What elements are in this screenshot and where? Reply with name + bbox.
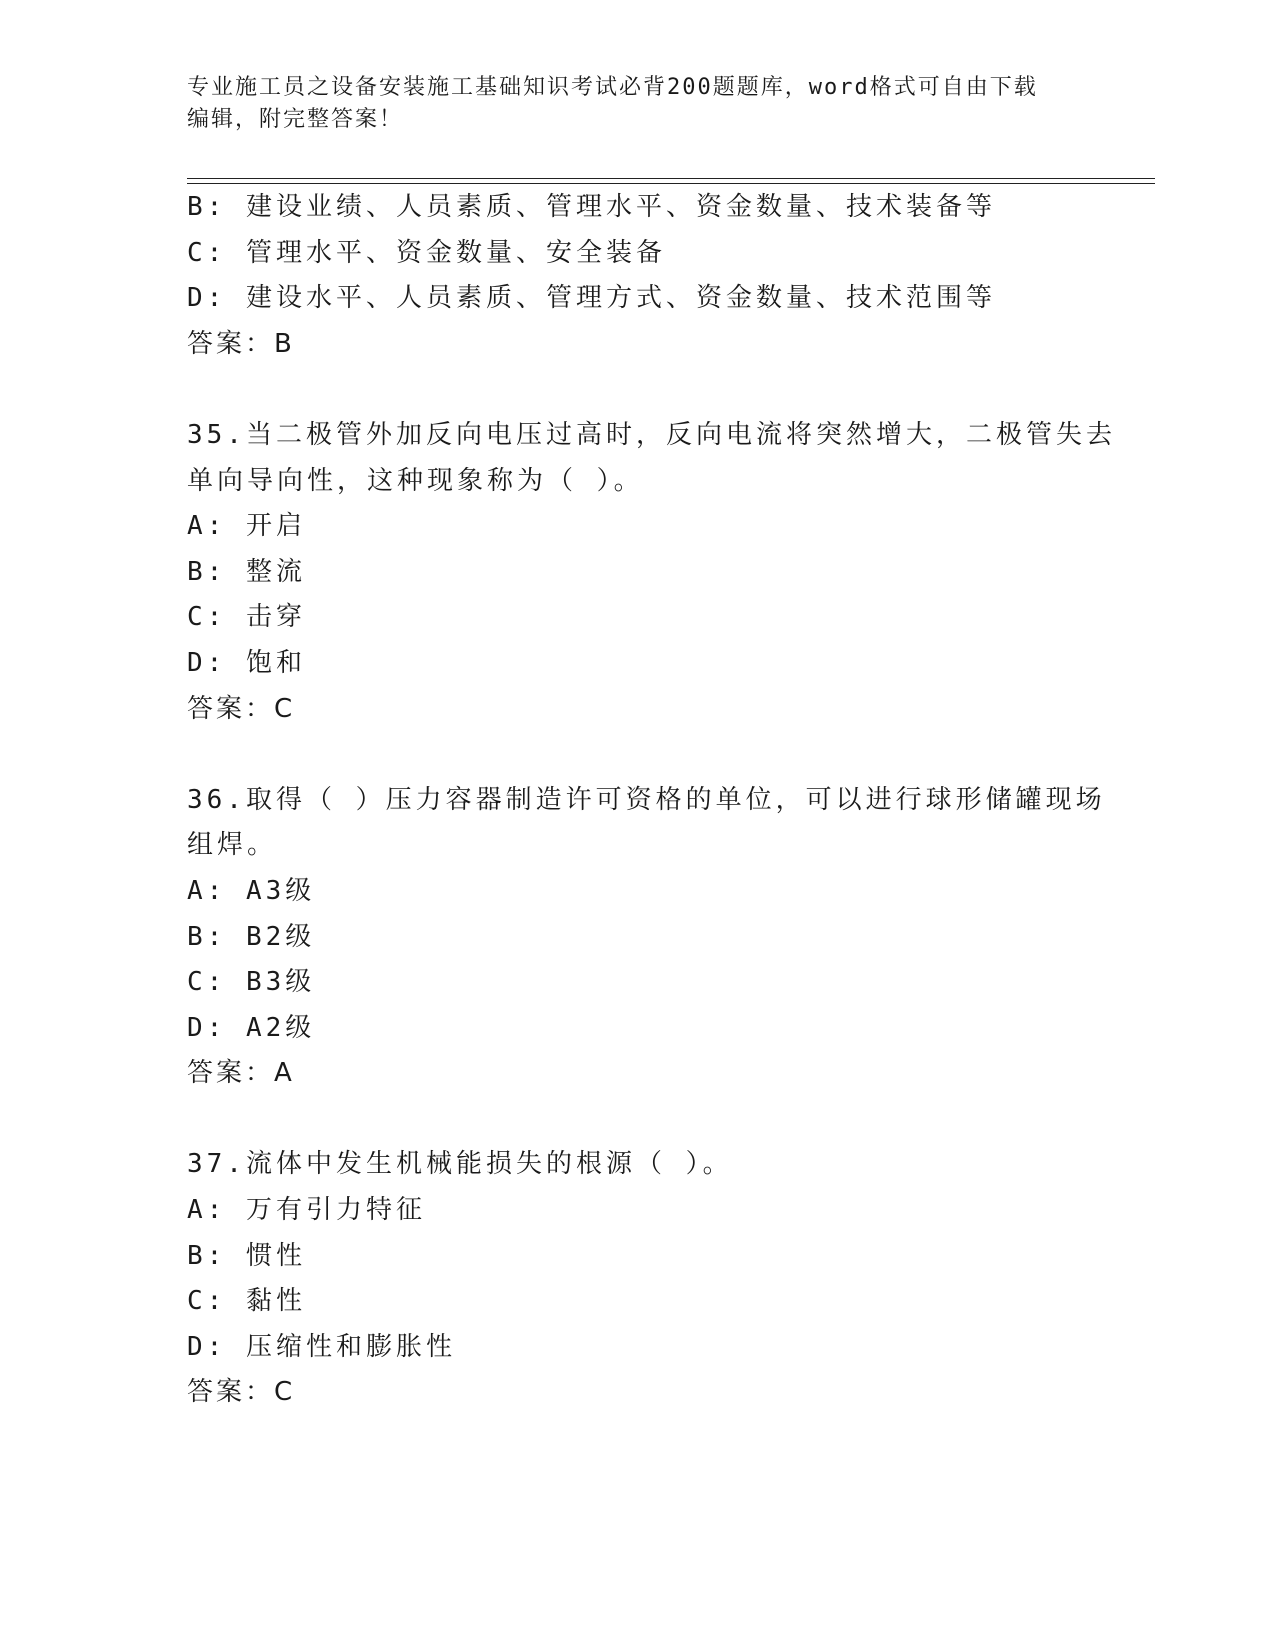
option-b: B: B2级 xyxy=(187,921,316,952)
answer: 答案：B xyxy=(187,328,295,359)
option-c: C: 管理水平、资金数量、安全装备 xyxy=(187,237,666,268)
header-divider-top xyxy=(187,178,1155,179)
question-list xyxy=(187,185,1116,1416)
header-divider-bottom xyxy=(187,183,1155,184)
option-d: D: 压缩性和膨胀性 xyxy=(187,1331,456,1362)
document-header xyxy=(187,72,1087,136)
question-stem: 36.取得（ ）压力容器制造许可资格的单位，可以进行球形储罐现场 xyxy=(187,784,1106,815)
option-a: A: 开启 xyxy=(187,511,306,542)
answer: 答案：C xyxy=(187,693,296,724)
question-37 xyxy=(187,1142,1087,1416)
option-c: C: 击穿 xyxy=(187,602,306,633)
option-b: B: 惯性 xyxy=(187,1240,306,1271)
spacer xyxy=(187,367,1087,413)
option-d: D: A2级 xyxy=(187,1012,316,1043)
question-stem: 35.当二极管外加反向电压过高时，反向电流将突然增大，二极管失去 xyxy=(187,419,1116,450)
question-34-continued xyxy=(187,185,1087,367)
question-stem-cont: 单向导向性，这种现象称为（ ）。 xyxy=(187,465,644,496)
question-stem: 37.流体中发生机械能损失的根源（ ）。 xyxy=(187,1149,733,1180)
question-stem-cont: 组焊。 xyxy=(187,830,278,861)
option-a: A: A3级 xyxy=(187,875,316,906)
option-d: D: 饱和 xyxy=(187,647,306,678)
option-c: C: B3级 xyxy=(187,967,316,998)
spacer xyxy=(187,732,1087,778)
answer: 答案：C xyxy=(187,1377,296,1408)
option-b: B: 建设业绩、人员素质、管理水平、资金数量、技术装备等 xyxy=(187,192,996,222)
option-d: D: 建设水平、人员素质、管理方式、资金数量、技术范围等 xyxy=(187,283,996,314)
option-c: C: 黏性 xyxy=(187,1286,306,1317)
option-b: B: 整流 xyxy=(187,556,306,587)
question-36 xyxy=(187,778,1106,1097)
question-35 xyxy=(187,413,1116,732)
header-title-line-1: 专业施工员之设备安装施工基础知识考试必背200题题库，word格式可自由下载 xyxy=(187,75,1038,100)
spacer xyxy=(187,1097,1087,1143)
option-a: A: 万有引力特征 xyxy=(187,1195,426,1226)
answer: 答案：A xyxy=(187,1058,295,1089)
header-title-line-2: 编辑，附完整答案！ xyxy=(187,107,404,132)
